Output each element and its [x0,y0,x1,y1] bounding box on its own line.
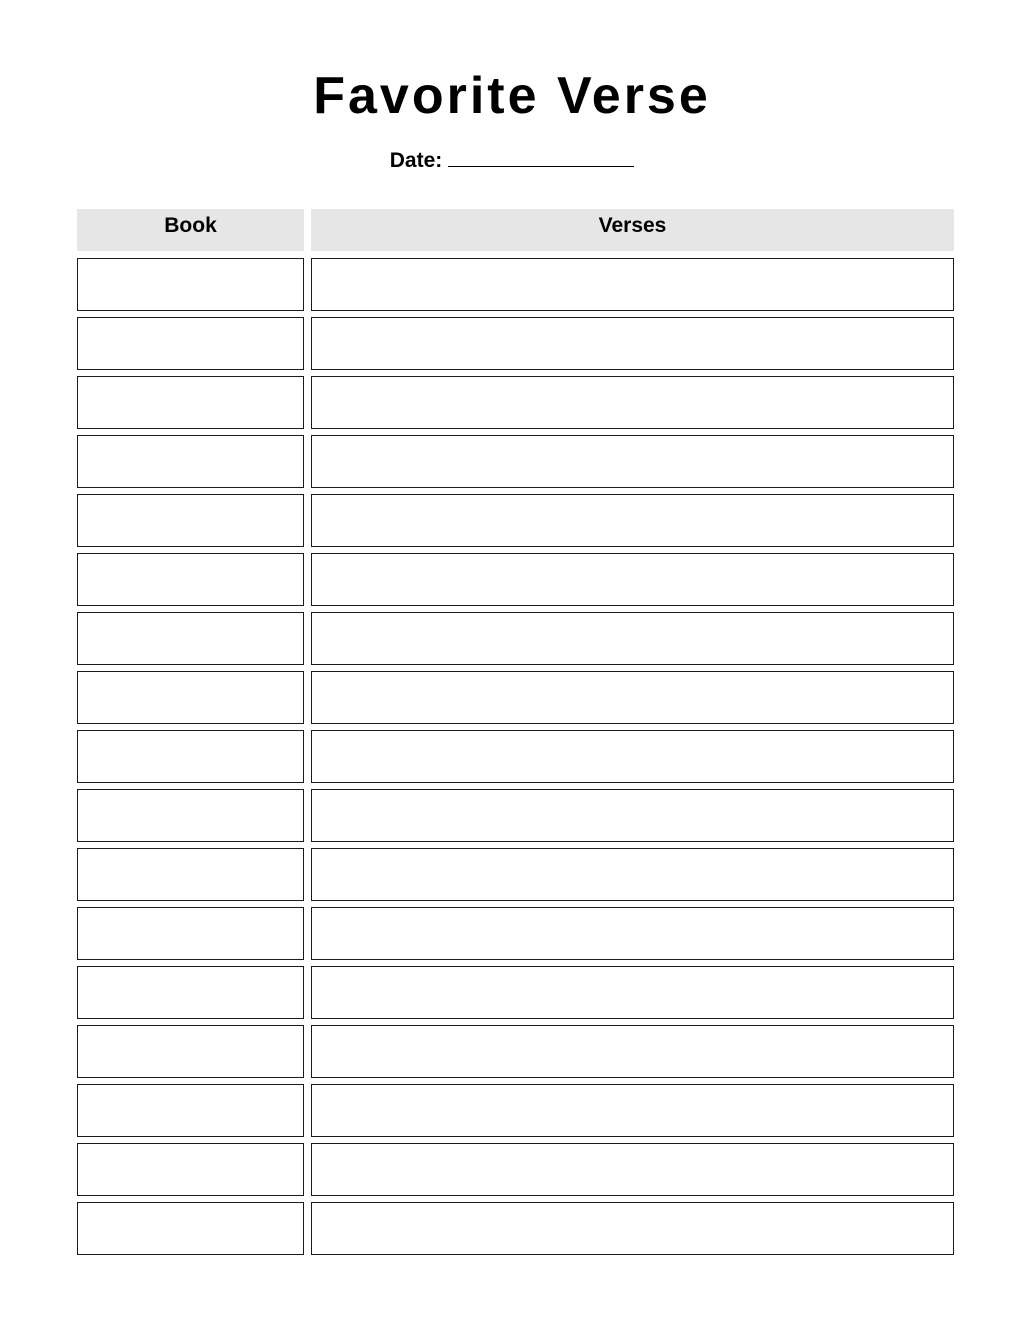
verses-cell[interactable] [311,789,954,842]
verses-cell[interactable] [311,730,954,783]
book-cell[interactable] [77,848,304,901]
verses-cell[interactable] [311,966,954,1019]
page-title: Favorite Verse [313,67,711,125]
table-row [77,966,954,1019]
table-row [77,848,954,901]
book-cell[interactable] [77,789,304,842]
book-cell[interactable] [77,907,304,960]
table-row [77,730,954,783]
verses-cell[interactable] [311,1143,954,1196]
verses-cell[interactable] [311,1202,954,1255]
book-cell[interactable] [77,553,304,606]
table-row [77,671,954,724]
verses-cell[interactable] [311,907,954,960]
table-row [77,376,954,429]
book-cell[interactable] [77,258,304,311]
verses-cell[interactable] [311,376,954,429]
table-row [77,1143,954,1196]
table-row [77,553,954,606]
table-row [77,494,954,547]
verses-cell[interactable] [311,494,954,547]
verses-cell[interactable] [311,317,954,370]
verse-table-body [77,258,954,1261]
table-row [77,789,954,842]
verses-cell[interactable] [311,671,954,724]
date-row [0,146,1024,175]
book-cell[interactable] [77,730,304,783]
verses-cell[interactable] [311,553,954,606]
book-cell[interactable] [77,435,304,488]
table-row [77,317,954,370]
table-row [77,258,954,311]
column-header-verses: Verses [311,209,954,251]
verses-cell[interactable] [311,612,954,665]
book-cell[interactable] [77,1143,304,1196]
book-cell[interactable] [77,612,304,665]
table-row [77,907,954,960]
table-row [77,1202,954,1255]
book-cell[interactable] [77,317,304,370]
verses-cell[interactable] [311,258,954,311]
book-cell[interactable] [77,1202,304,1255]
verses-cell[interactable] [311,1025,954,1078]
verses-cell[interactable] [311,435,954,488]
column-header-book: Book [77,209,304,251]
date-label: Date: [389,149,443,172]
book-cell[interactable] [77,494,304,547]
book-cell[interactable] [77,671,304,724]
book-cell[interactable] [77,1084,304,1137]
book-cell[interactable] [77,1025,304,1078]
verses-cell[interactable] [311,1084,954,1137]
date-input-line[interactable] [448,146,634,167]
table-row [77,435,954,488]
table-row [77,1025,954,1078]
table-row [77,1084,954,1137]
book-cell[interactable] [77,966,304,1019]
verses-cell[interactable] [311,848,954,901]
book-cell[interactable] [77,376,304,429]
table-row [77,612,954,665]
